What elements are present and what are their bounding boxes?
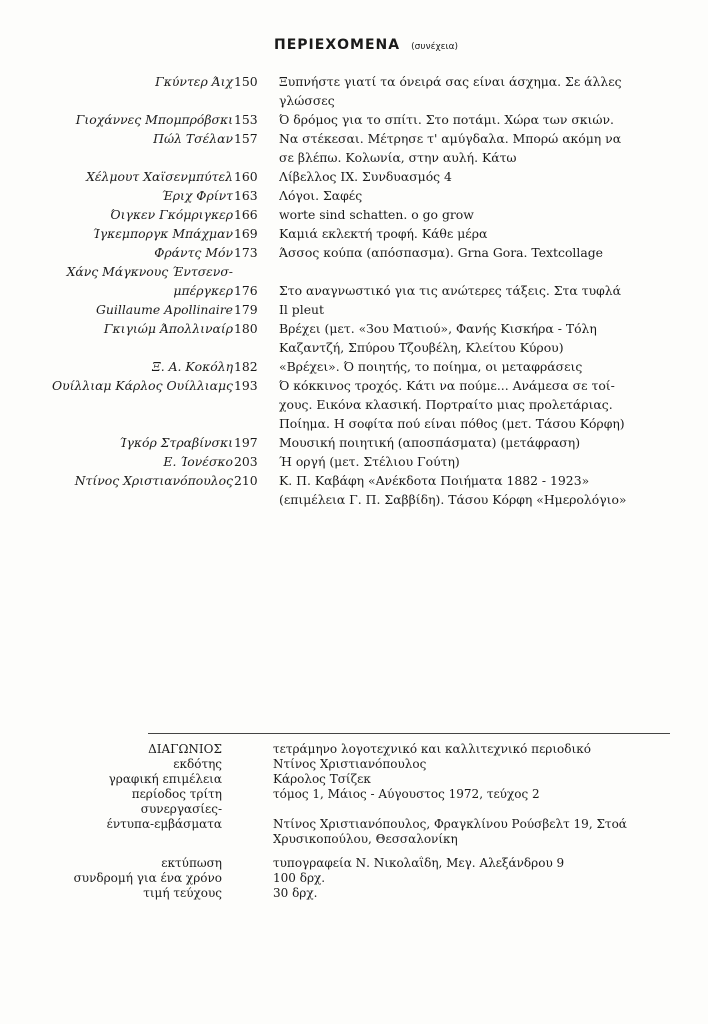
toc-author: Έριχ Φρίντ — [161, 188, 233, 203]
toc-entry — [0, 376, 708, 433]
toc-entry — [0, 319, 708, 357]
toc-page-number: 166 — [234, 207, 258, 222]
toc-title-line: Ή οργή (μετ. Στέλιου Γούτη) — [279, 454, 460, 469]
toc-title-line: Ό δρόμος για το σπίτι. Στο ποτάμι. Χώρα των σκιών. — [279, 112, 614, 127]
colophon-row — [0, 772, 708, 787]
toc-entry — [0, 167, 708, 186]
toc-title-line: χους. Εικόνα κλασική. Πορτραίτο μιας προλετάριας. — [279, 397, 613, 412]
toc-author: Όιγκεν Γκόμριγκερ — [110, 207, 233, 222]
colophon-row — [0, 856, 708, 871]
toc-title-line: Καζαντζή, Σπύρου Τζουβέλη, Κλείτου Κύρου) — [279, 340, 564, 355]
toc-entry — [0, 433, 708, 452]
colophon-value: Χρυσικοπούλου, Θεσσαλονίκη — [273, 832, 458, 846]
toc-entry — [0, 281, 708, 300]
colophon-value: Κάρολος Τσίζεκ — [273, 772, 371, 786]
toc-page-number: 197 — [234, 435, 258, 450]
colophon-value: Ντίνος Χριστιανόπουλος, Φραγκλίνου Ρούσβελτ 19, Στοά — [273, 817, 627, 831]
toc-title-line: Λίβελλος IX. Συνδυασμός 4 — [279, 169, 452, 184]
toc-author: Ίγκόρ Στραβίνσκι — [119, 435, 233, 450]
toc-title-line: Ό κόκκινος τροχός. Κάτι να πούμε... Ανάμεσα σε τοί- — [279, 378, 615, 393]
page-title — [274, 34, 458, 53]
toc-title-line: (επιμέλεια Γ. Π. Σαββίδη). Τάσου Κόρφη «Ημερολόγιο» — [279, 492, 627, 507]
toc-title-line: Ξυπνήστε γιατί τα όνειρά σας είναι άσχημα. Σε άλλες — [279, 74, 622, 89]
toc-entry — [0, 452, 708, 471]
colophon-label: περίοδος τρίτη — [131, 787, 222, 801]
toc-entry — [0, 243, 708, 262]
toc-entry — [0, 72, 708, 110]
colophon-value: Ντίνος Χριστιανόπουλος — [273, 757, 427, 771]
toc-title-line: Κ. Π. Καβάφη «Ανέκδοτα Ποιήματα 1882 - 1923» — [279, 473, 590, 488]
colophon-row — [0, 871, 708, 886]
colophon-label: εκτύπωση — [161, 856, 222, 870]
title-heading: ΠΕΡΙΕΧΟΜΕΝΑ — [274, 37, 401, 53]
colophon-row — [0, 832, 708, 847]
toc-page-number: 203 — [234, 454, 258, 469]
toc-page-number: 157 — [234, 131, 258, 146]
toc-author: Γιοχάννες Μπομπρόβσκι — [75, 112, 233, 127]
colophon-label: εκδότης — [173, 757, 222, 771]
colophon-value: τόμος 1, Μάιος - Αύγουστος 1972, τεύχος 2 — [273, 787, 540, 801]
toc-title-line: «Βρέχει». Ό ποιητής, το ποίημα, οι μεταφράσεις — [279, 359, 583, 374]
toc-page-number: 150 — [234, 74, 258, 89]
toc-title-line: Να στέκεσαι. Μέτρησε τ' αμύγδαλα. Μπορώ ακόμη να — [279, 131, 622, 146]
toc-author: Φράντς Μόν — [154, 245, 233, 260]
toc-author: Γκιγιώμ Άπολλιναίρ — [103, 321, 233, 336]
colophon-value: 30 δρχ. — [273, 886, 318, 900]
table-of-contents — [0, 72, 708, 509]
toc-author: Χέλμουτ Χαϊσενμπύτελ — [86, 169, 233, 184]
colophon — [0, 742, 708, 901]
colophon-value: 100 δρχ. — [273, 871, 326, 885]
colophon-label: γραφική επιμέλεια — [108, 772, 222, 786]
toc-page-number: 210 — [234, 473, 258, 488]
toc-page-number: 173 — [234, 245, 258, 260]
colophon-label: τιμή τεύχους — [143, 886, 222, 900]
divider-rule — [148, 733, 670, 734]
colophon-value — [273, 802, 663, 817]
spacer — [0, 847, 708, 856]
toc-author: Γκύντερ Άιχ — [155, 74, 233, 89]
toc-author: Ε. Ίονέσκο — [163, 454, 233, 469]
colophon-label: ΔΙΑΓΩΝΙΟΣ — [148, 742, 222, 756]
toc-title-line: Il pleut — [279, 302, 324, 317]
colophon-label: συνδρομή για ένα χρόνο — [73, 871, 222, 885]
toc-entry — [0, 262, 708, 281]
toc-page-number: 179 — [234, 302, 258, 317]
colophon-row — [0, 757, 708, 772]
toc-author: Guillaume Apollinaire — [96, 302, 233, 317]
colophon-row — [0, 742, 708, 757]
toc-title-line: worte sind schatten. o go grow — [279, 207, 474, 222]
toc-title-line: σε βλέπω. Κολωνία, στην αυλή. Κάτω — [279, 150, 517, 165]
toc-author: Πώλ Τσέλαν — [153, 131, 233, 146]
toc-title-line — [279, 262, 659, 281]
colophon-row — [0, 817, 708, 832]
toc-entry — [0, 471, 708, 509]
toc-author: Ουίλλιαμ Κάρλος Ουίλλιαμς — [51, 378, 233, 393]
toc-author: Ντίνος Χριστιανόπουλος — [74, 473, 233, 488]
toc-entry — [0, 357, 708, 376]
toc-title-line: γλώσσες — [279, 93, 335, 108]
toc-title-line: Καμιά εκλεκτή τροφή. Κάθε μέρα — [279, 226, 488, 241]
toc-author: Ξ. Α. Κοκόλη — [152, 359, 233, 374]
colophon-value: τετράμηνο λογοτεχνικό και καλλιτεχνικό περιοδικό — [273, 742, 591, 756]
toc-title-line: Ποίημα. Η σοφίτα πού είναι πόθος (μετ. Τάσου Κόρφη) — [279, 416, 625, 431]
title-subtitle: (συνέχεια) — [411, 42, 459, 52]
toc-page-number: 176 — [234, 283, 258, 298]
toc-entry — [0, 205, 708, 224]
toc-entry — [0, 224, 708, 243]
toc-page-number: 160 — [234, 169, 258, 184]
toc-title-line: Βρέχει (μετ. «Зου Ματιού», Φανής Κισκήρα - Τόλη — [279, 321, 597, 336]
toc-page-number: 163 — [234, 188, 258, 203]
toc-page-number: 182 — [234, 359, 258, 374]
toc-author: Ίγκεμποργκ Μπάχμαν — [92, 226, 233, 241]
toc-title-line: Μουσική ποιητική (αποσπάσματα) (μετάφραση) — [279, 435, 581, 450]
toc-entry — [0, 186, 708, 205]
toc-page-number: 180 — [234, 321, 258, 336]
toc-entry — [0, 110, 708, 129]
toc-entry — [0, 300, 708, 319]
colophon-label: έντυπα-εμβάσματα — [106, 817, 222, 831]
toc-author: Χάνς Μάγκνους Έντσενσ- — [66, 264, 233, 279]
colophon-row — [0, 886, 708, 901]
colophon-row — [0, 787, 708, 802]
toc-page-number: 153 — [234, 112, 258, 127]
toc-title-line: Λόγοι. Σαφές — [279, 188, 363, 203]
toc-title-line: Στο αναγνωστικό για τις ανώτερες τάξεις. Στα τυφλά — [279, 283, 622, 298]
toc-entry — [0, 129, 708, 167]
toc-page-number: 193 — [234, 378, 258, 393]
colophon-row — [0, 802, 708, 817]
toc-page-number: 169 — [234, 226, 258, 241]
colophon-label: συνεργασίες- — [140, 802, 222, 816]
toc-title-line: Άσσος κούπα (απόσπασμα). Grna Gora. Textcollage — [279, 245, 604, 260]
toc-author: μπέργκερ — [173, 283, 233, 298]
colophon-value: τυπογραφεία Ν. Νικολαΐδη, Μεγ. Αλεξάνδρου 9 — [273, 856, 565, 870]
